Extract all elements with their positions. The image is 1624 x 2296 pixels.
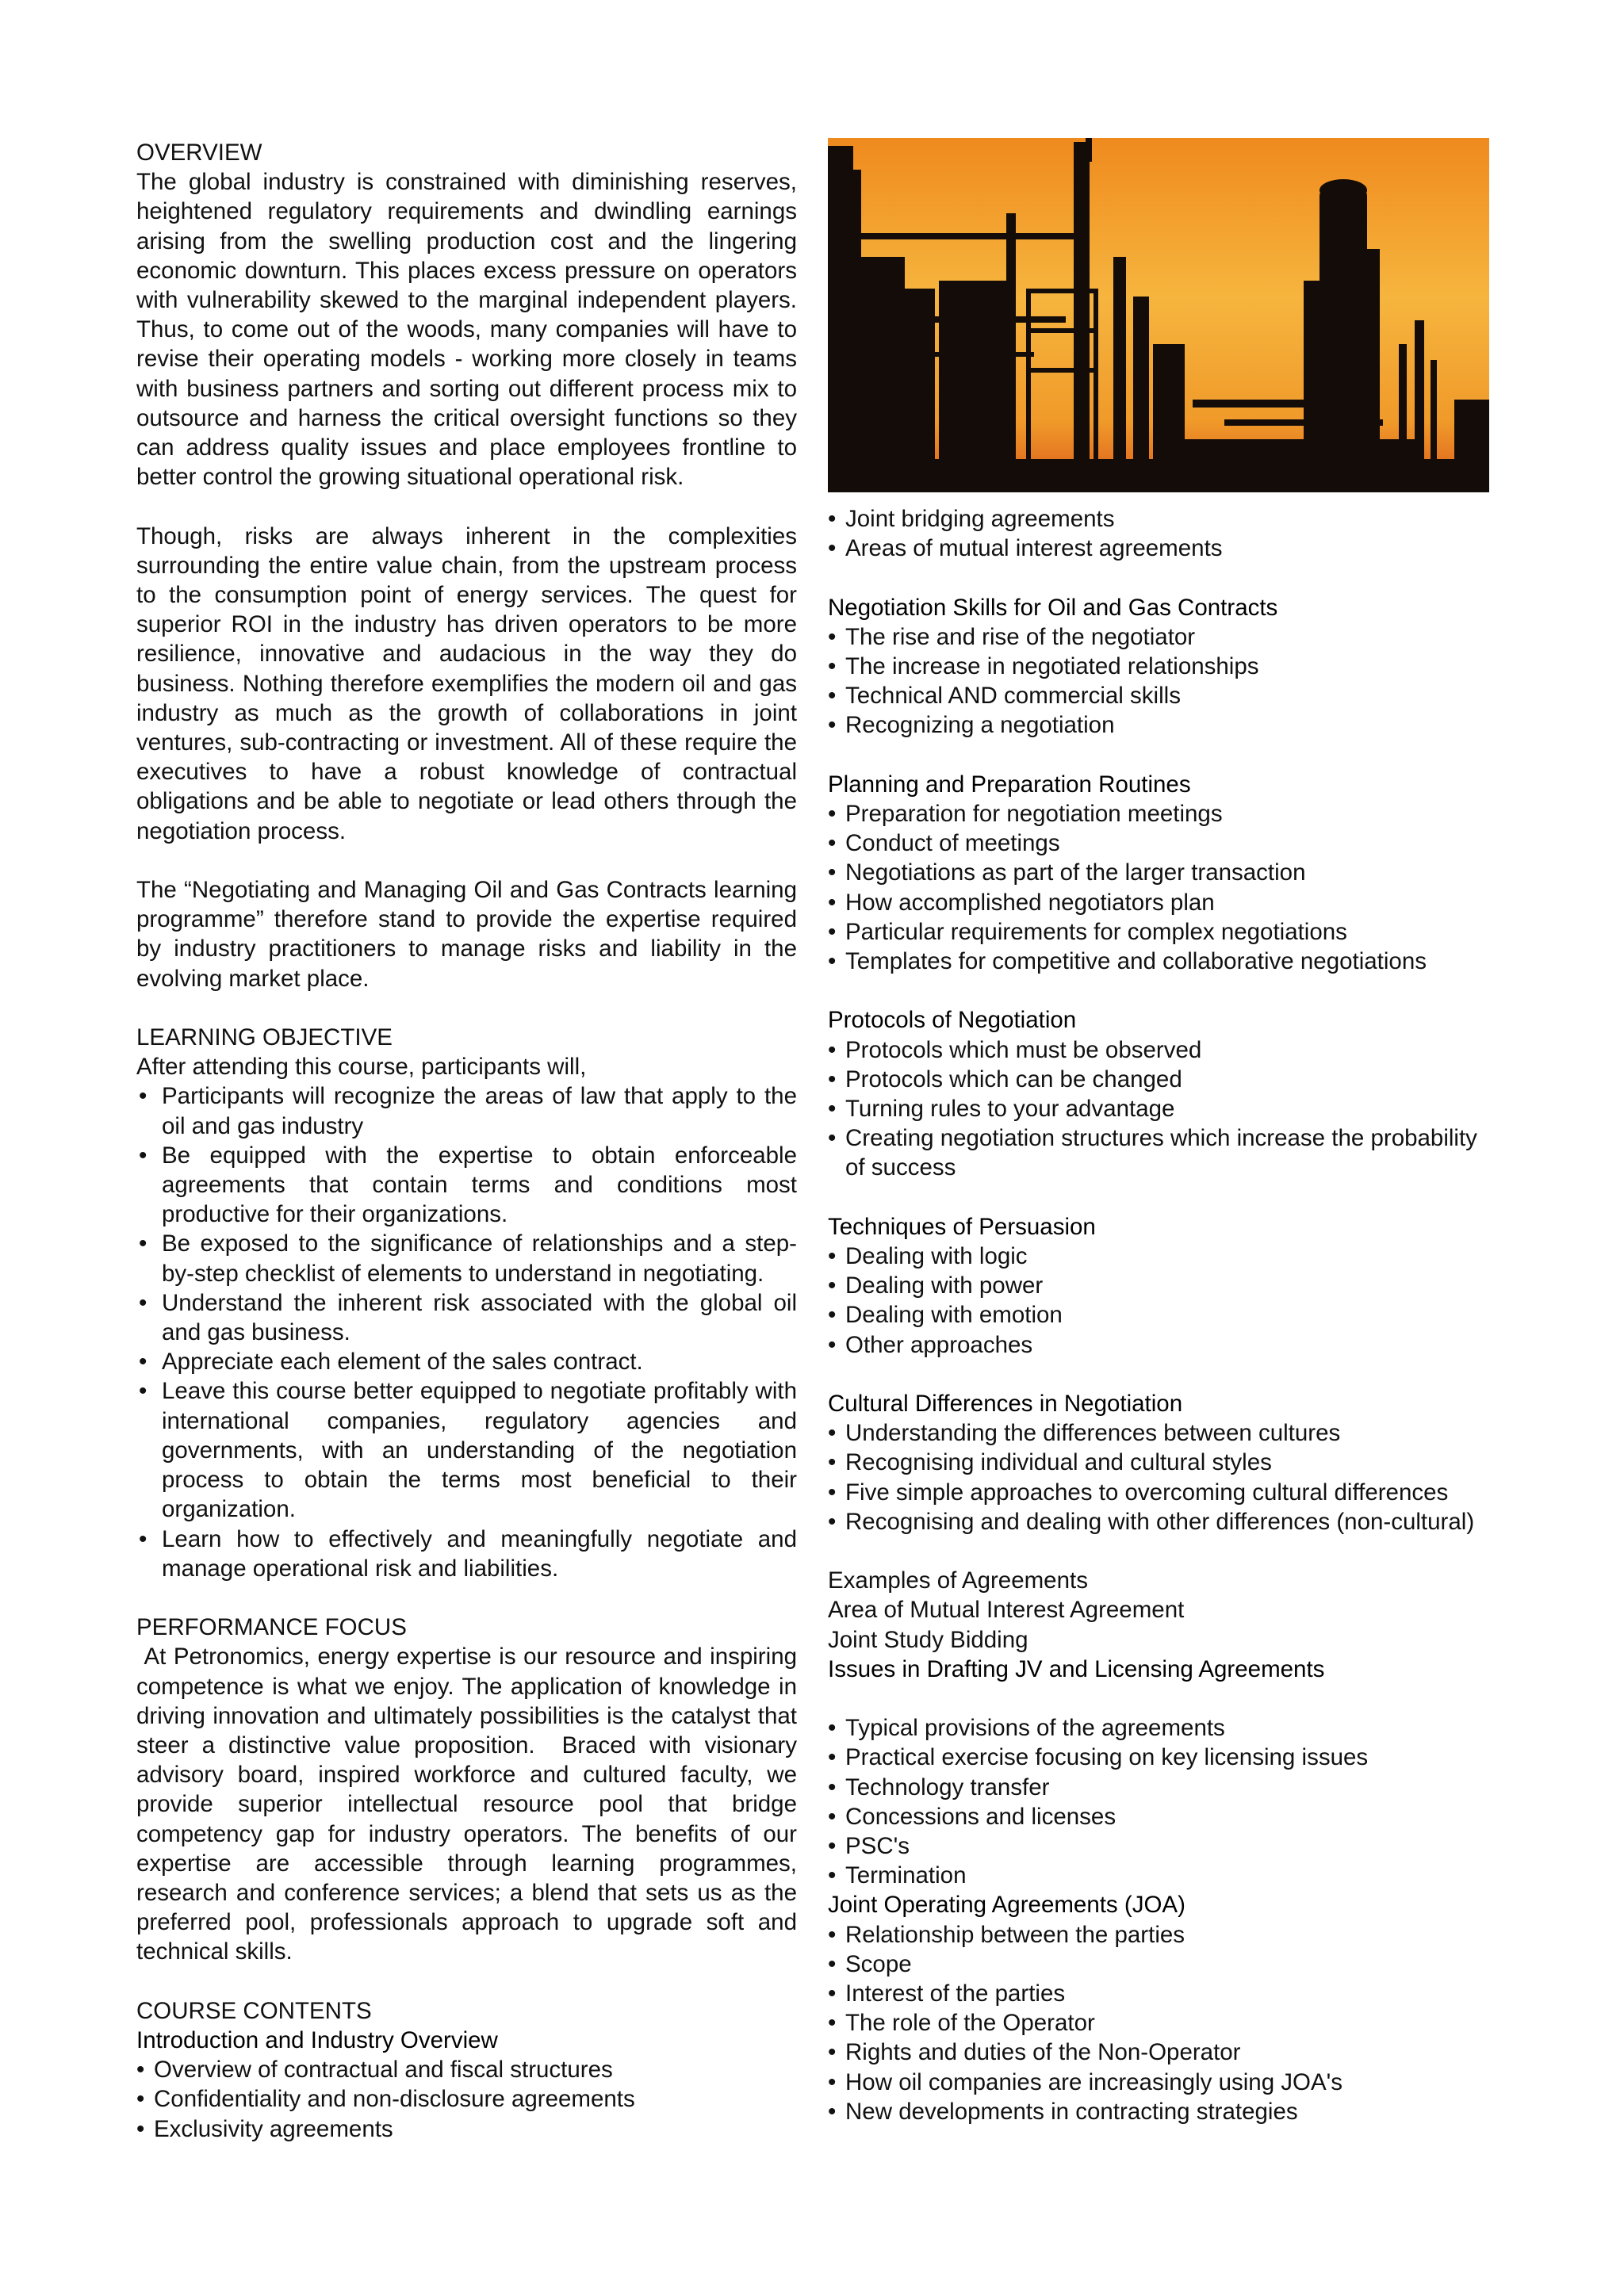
refinery-silhouette-image (828, 138, 1489, 492)
list-item: • Particular requirements for complex negotiations (828, 917, 1489, 947)
list-item: • Concessions and licenses (828, 1802, 1489, 1831)
list-item: • Joint bridging agreements (828, 504, 1489, 534)
section-title: Joint Operating Agreements (JOA) (828, 1892, 1185, 1919)
list-item: • Be equipped with the expertise to obtain enforceable agreements that contain terms and conditions most productive for their organizations. (136, 1141, 797, 1230)
list-item: • Typical provisions of the agreements (828, 1713, 1489, 1743)
list-item: • Dealing with emotion (828, 1300, 1489, 1330)
list-item: • Creating negotiation structures which increase the probability of success (828, 1123, 1489, 1182)
list-item: • The role of the Operator (828, 2008, 1489, 2038)
section-list (828, 622, 1489, 740)
intro-overview-title: Introduction and Industry Overview (136, 2026, 498, 2053)
examples-line: Area of Mutual Interest Agreement (828, 1597, 1185, 1624)
performance-focus-paragraph: At Petronomics, energy expertise is our resource and inspiring competence is what we enjoy. The application of knowledge in driving innovation and ultimately possibilities is the catalyst that steer a distinctive value proposition. Braced with visionary advisory board, inspired workforce and cultured faculty, we provide superior intellectual resource pool that bridge competency gap for industry operators. The benefits of our expertise are accessible through learning programmes, research and conference services; a blend that sets us as the preferred pool, professionals approach to upgrade soft and technical skills. (136, 1644, 804, 1965)
list-item: • Exclusivity agreements (136, 2114, 797, 2144)
section-list (828, 1035, 1489, 1183)
list-item: • PSC's (828, 1831, 1489, 1861)
section-list (828, 799, 1489, 976)
section-title: Protocols of Negotiation (828, 1007, 1077, 1034)
performance-focus-heading: PERFORMANCE FOCUS (136, 1614, 407, 1641)
section-title: Planning and Preparation Routines (828, 771, 1191, 798)
section-title: Cultural Differences in Negotiation (828, 1391, 1183, 1418)
list-item: • Dealing with power (828, 1271, 1489, 1300)
list-item: • Appreciate each element of the sales contract. (136, 1347, 797, 1376)
section-list (828, 1418, 1489, 1536)
section-list (828, 1713, 1489, 1890)
list-item: • Interest of the parties (828, 1979, 1489, 2008)
intro-overview-list-continued (828, 504, 1489, 563)
list-item: • Recognizing a negotiation (828, 710, 1489, 740)
list-item: • Protocols which must be observed (828, 1035, 1489, 1065)
list-item: • Understand the inherent risk associated with the global oil and gas business. (136, 1288, 797, 1347)
list-item: • Participants will recognize the areas of law that apply to the oil and gas industry (136, 1081, 797, 1140)
list-item: • Rights and duties of the Non-Operator (828, 2038, 1489, 2067)
list-item: • Learn how to effectively and meaningfully negotiate and manage operational risk and liabilities. (136, 1525, 797, 1583)
list-item: • Leave this course better equipped to negotiate profitably with international companies, regulatory agencies and governments, with an understanding of the negotiation process to obtain the terms most beneficial to their organization. (136, 1376, 797, 1524)
list-item: • Recognising and dealing with other differences (non-cultural) (828, 1507, 1489, 1536)
examples-line: Examples of Agreements (828, 1567, 1088, 1594)
list-item: • Protocols which can be changed (828, 1065, 1489, 1094)
list-item: • Recognising individual and cultural styles (828, 1448, 1489, 1477)
intro-overview-list (136, 2055, 797, 2144)
list-item: • Be exposed to the significance of relationships and a step-by-step checklist of elements to understand in negotiating. (136, 1229, 797, 1288)
list-item: • Technical AND commercial skills (828, 681, 1489, 710)
overview-paragraph-1: The global industry is constrained with diminishing reserves, heightened regulatory requirements and dwindling earnings arising from the swelling production cost and the lingering economic downturn. This places excess pressure on operators with vulnerability skewed to the marginal independent players. Thus, to come out of the woods, many companies will have to revise their operating models - working more closely in teams with business partners and sorting out different process mix to outsource and harness the critical oversight functions so they can address quality issues and place employees frontline to better control the growing situational operational risk. (136, 169, 797, 491)
list-item: • Dealing with logic (828, 1242, 1489, 1271)
list-item: • The increase in negotiated relationships (828, 652, 1489, 681)
list-item: • Understanding the differences between cultures (828, 1418, 1489, 1448)
left-column (136, 138, 804, 2144)
section-list (828, 1920, 1489, 2126)
list-item: • Other approaches (828, 1330, 1489, 1360)
course-contents-heading: COURSE CONTENTS (136, 1997, 372, 2024)
list-item: • Scope (828, 1950, 1489, 1979)
overview-paragraph-2: Though, risks are always inherent in the complexities surrounding the entire value chain, from the upstream process to the consumption point of energy services. The quest for superior ROI in the industry has driven operators to be more resilience, innovative and audacious in the way they do business. Nothing therefore exemplifies the modern oil and gas industry as much as the growth of collaborations in joint ventures, sub-contracting or investment. All of these require the executives to have a robust knowledge of contractual obligations and be able to negotiate or lead others through the negotiation process. (136, 522, 797, 844)
list-item: • How oil companies are increasingly using JOA's (828, 2068, 1489, 2097)
overview-paragraph-3: The “Negotiating and Managing Oil and Gas Contracts learning programme” therefore stand to provide the expertise required by industry practitioners to manage risks and liability in the evolving market place. (136, 877, 797, 992)
learning-objective-list (136, 1081, 797, 1582)
list-item: • Preparation for negotiation meetings (828, 799, 1489, 828)
section-list (828, 1242, 1489, 1360)
section-title: Issues in Drafting JV and Licensing Agreements (828, 1655, 1325, 1682)
learning-objective-intro: After attending this course, participants will, (136, 1054, 587, 1081)
list-item: • Conduct of meetings (828, 828, 1489, 858)
list-item: • Technology transfer (828, 1773, 1489, 1802)
list-item: • Practical exercise focusing on key licensing issues (828, 1743, 1489, 1772)
list-item: • Turning rules to your advantage (828, 1094, 1489, 1123)
examples-line: Joint Study Bidding (828, 1626, 1028, 1653)
section-title: Techniques of Persuasion (828, 1213, 1096, 1240)
section-title: Negotiation Skills for Oil and Gas Contracts (828, 594, 1278, 621)
list-item: • Termination (828, 1861, 1489, 1890)
list-item: • Relationship between the parties (828, 1920, 1489, 1950)
overview-heading: OVERVIEW (136, 140, 262, 166)
learning-objective-heading: LEARNING OBJECTIVE (136, 1024, 393, 1051)
right-column (828, 504, 1489, 2126)
list-item: • Templates for competitive and collaborative negotiations (828, 947, 1489, 976)
list-item: • Five simple approaches to overcoming cultural differences (828, 1478, 1489, 1507)
list-item: • Confidentiality and non-disclosure agreements (136, 2084, 797, 2114)
list-item: • New developments in contracting strategies (828, 2097, 1489, 2126)
list-item: • Negotiations as part of the larger transaction (828, 858, 1489, 887)
list-item: • The rise and rise of the negotiator (828, 622, 1489, 652)
refinery-silhouette-icon (828, 138, 1489, 492)
list-item: • Overview of contractual and fiscal structures (136, 2055, 797, 2084)
list-item: • How accomplished negotiators plan (828, 888, 1489, 917)
list-item: • Areas of mutual interest agreements (828, 534, 1489, 563)
